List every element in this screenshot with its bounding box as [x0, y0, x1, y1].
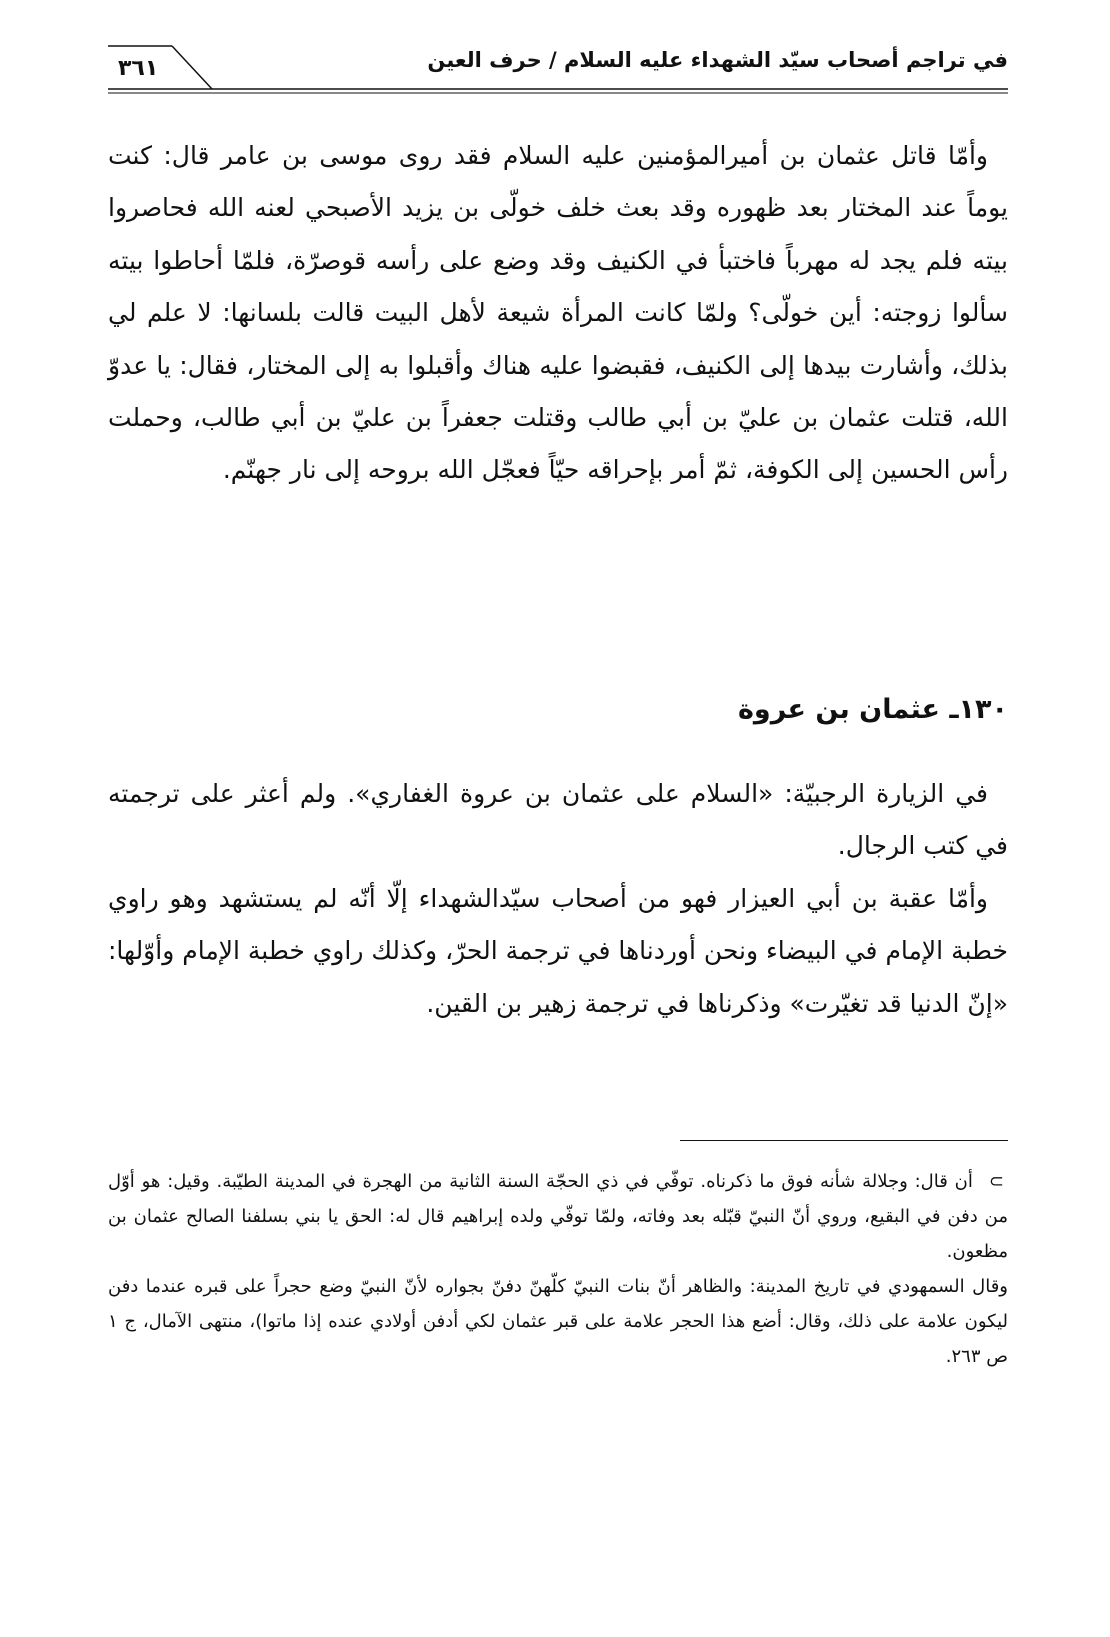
section-text — [108, 768, 1008, 1030]
paragraph: في الزيارة الرجبيّة: «السلام على عثمان بن عروة الغفاري». ولم أعثر على ترجمته في كتب الرجال. — [108, 779, 1008, 861]
section-heading: ١٣٠ـ عثمان بن عروة — [737, 694, 1008, 725]
footnote-divider — [680, 1140, 1008, 1141]
page-number: ٣٦١ — [118, 56, 159, 81]
footnotes — [108, 1164, 1008, 1374]
paragraph: وأمّا عقبة بن أبي العيزار فهو من أصحاب سيّدالشهداء إلّا أنّه لم يستشهد وهو راوي خطبة الإمام في البيضاء ونحن أوردناها في ترجمة الحرّ، وكذلك راوي خطبة الإمام وأوّلها: «إنّ الدنيا قد تغيّرت» وذكرناها في ترجمة زهير بن القين. — [108, 883, 1008, 1018]
footnote-text: أن قال: وجلالة شأنه فوق ما ذكرناه. توفّي في ذي الحجّة السنة الثانية من الهجرة في المدينة الطيّبة. وقيل: هو أوّل من دفن في البقيع، وروي أنّ النبيّ قبّله بعد وفاته، ولمّا توفّي ولده إبراهيم قال له: الحق يا بني بسلفنا الصالح عثمان بن مظعون. — [108, 1171, 1008, 1262]
footnote: وقال السمهودي في تاريخ المدينة: والظاهر أنّ بنات النبيّ كلّهنّ دفنّ بجواره لأنّ النبيّ وضع حجراً على قبره عندما دفن ليكون علامة على ذلك، وقال: أضع هذا الحجر علامة على قبر عثمان لكي أدفن أولادي عنده إذا ماتوا)، منتهى الآمال، ج ١ ص ٢٦٣. — [108, 1276, 1008, 1367]
paragraph: وأمّا قاتل عثمان بن أميرالمؤمنين عليه السلام فقد روى موسى بن عامر قال: كنت يوماً عند المختار بعد ظهوره وقد بعث خلف خولّى بن يزيد الأصبحي لعنه الله فحاصروا بيته فلم يجد له مهرباً فاختبأ في الكنيف وقد وضع على رأسه قوصرّة، فلمّا أحاطوا بيته سألوا زوجته: أين خولّى؟ ولمّا كانت المرأة شيعة لأهل البيت قالت بلسانها: لا علم لي بذلك، وأشارت بيدها إلى الكنيف، فقبضوا عليه هناك وأقبلوا به إلى المختار، فقال: يا عدوّ الله، قتلت عثمان بن عليّ بن أبي طالب وقتلت جعفراً بن عليّ بن أبي طالب، وحملت رأس الحسين إلى الكوفة، ثمّ أمر بإحراقه حيّاً فعجّل الله بروحه إلى نار جهنّم. — [108, 141, 1008, 485]
header-title: في تراجم أصحاب سيّد الشهداء عليه السلام / حرف العين — [427, 48, 1008, 72]
running-header — [108, 40, 1008, 100]
footnote — [108, 1164, 1008, 1269]
main-text — [108, 130, 1008, 497]
footnote-continuation-icon: ⊃ — [988, 1171, 1004, 1192]
